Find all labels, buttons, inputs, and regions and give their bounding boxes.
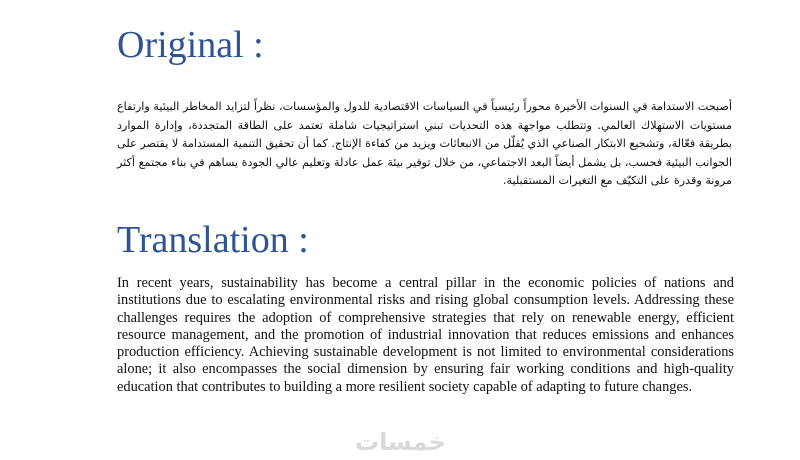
watermark-logo: خمسات bbox=[355, 428, 446, 456]
original-arabic-paragraph: أصبحت الاستدامة في السنوات الأخيرة محوراً رئيسياً في السياسات الاقتصادية للدول والمؤسسات، نظراً لتزايد المخاطر البيئية وارتفاع مستويات الاستهلاك العالمي. وتتطلب مواجهة هذه التحديات تبني استراتيجيات شاملة تعتمد على الطاقة المتجددة، وإدارة الموارد بطريقة فعّالة، وتشجيع الابتكار الصناعي الذي يُقلّل من الانبعاثات ويزيد من كفاءة الإنتاج. كما أن تحقيق التنمية المستدامة لا يقتصر على الجوانب البيئية فحسب، بل يشمل أيضاً البعد الاجتماعي، من خلال توفير بيئة عمل عادلة وتعليم عالي الجودة يساهم في بناء مجتمع أكثر مرونة وقدرة على التكيّف مع التغيرات المستقبلية. bbox=[117, 100, 732, 187]
translation-english-paragraph: In recent years, sustainability has become a central pillar in the economic policies of nations and institutions due to escalating environmental risks and rising global consumption levels. Addressing these challenges requires the adoption of comprehensive strategies that rely on renewable energy, efficient resource management, and the promotion of industrial innovation that reduces emissions and enhances production efficiency. Achieving sustainable development is not limited to environmental considerations alone; it also encompasses the social dimension by ensuring fair working conditions and high-quality education that contributes to building a more resilient society capable of adapting to future changes. bbox=[117, 275, 734, 395]
heading-translation: Translation : bbox=[117, 219, 309, 261]
heading-original: Original : bbox=[117, 24, 264, 66]
